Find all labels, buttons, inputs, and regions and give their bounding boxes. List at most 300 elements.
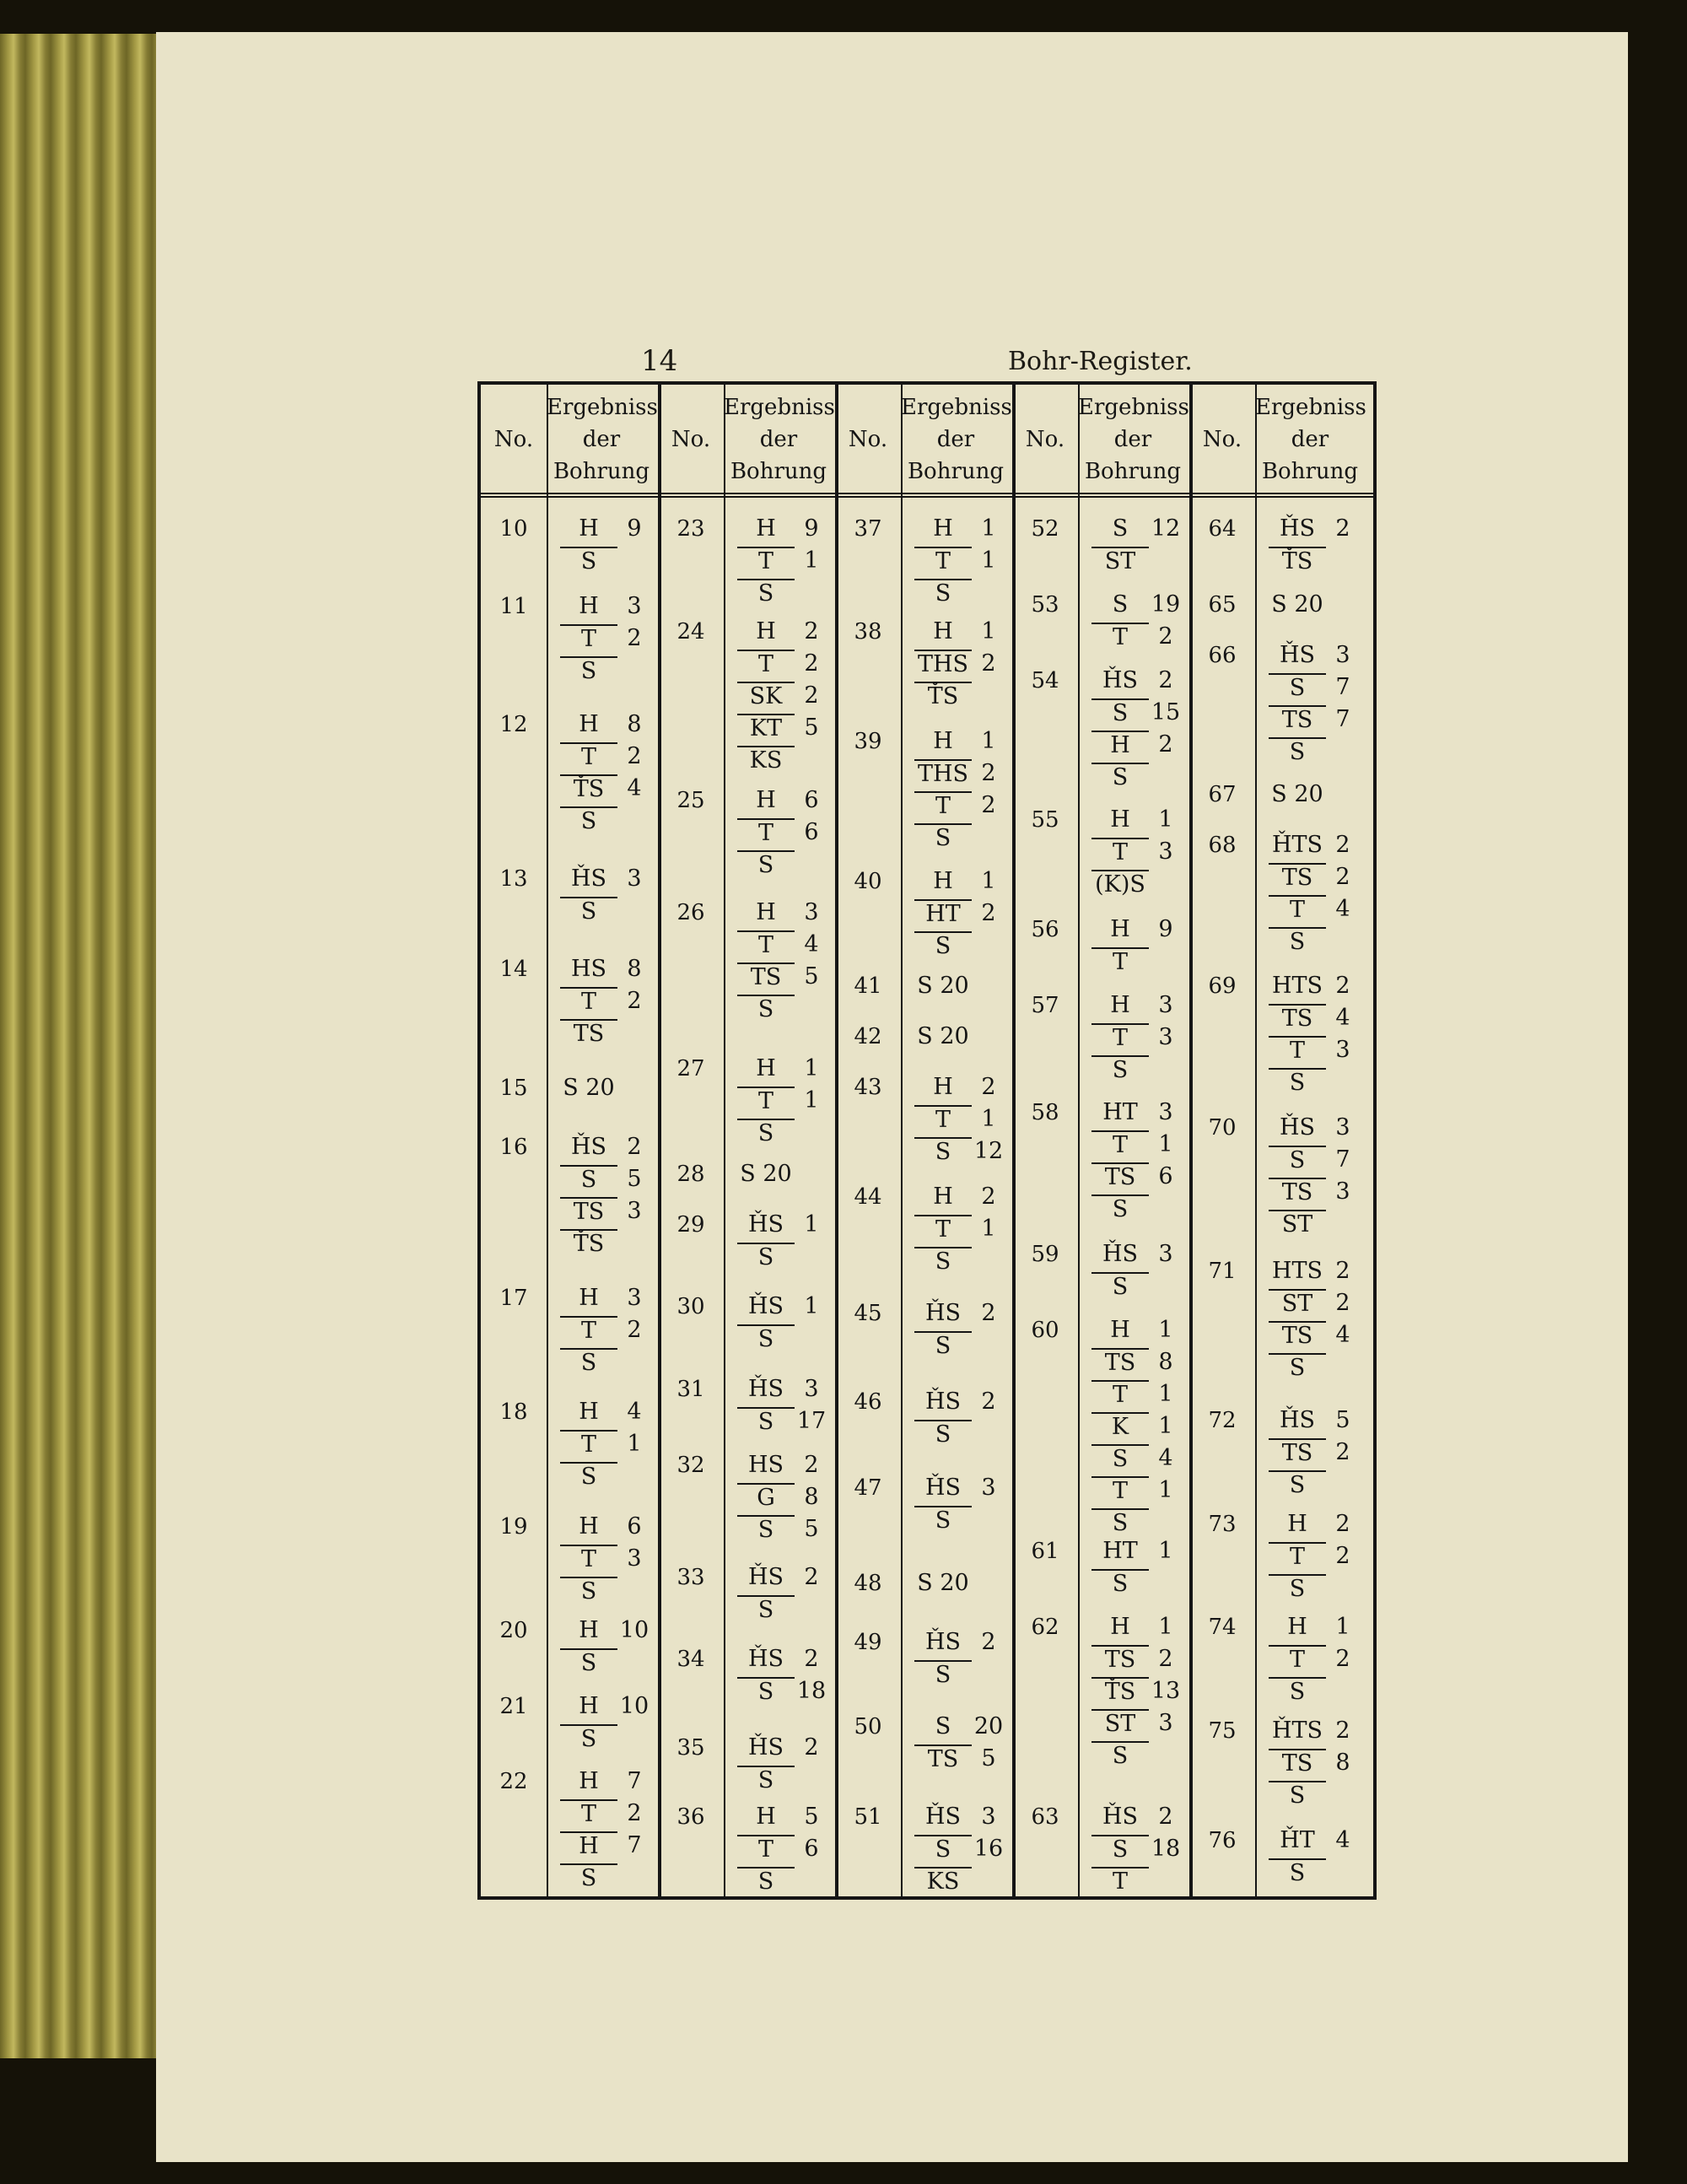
result-layer: [547, 1575, 656, 1607]
boring-number: 64: [1208, 516, 1237, 542]
layer-symbol: HTS: [1271, 1258, 1323, 1284]
layer-symbol: S: [1269, 1068, 1326, 1097]
boring-result: [901, 970, 1011, 1002]
layer-count: 2: [627, 1134, 642, 1160]
layer-symbol: ȞS: [747, 1293, 784, 1319]
result-layer: [1078, 804, 1188, 836]
layer-count: 1: [981, 1216, 996, 1242]
boring-number: 12: [499, 712, 528, 737]
result-layer: [1255, 704, 1365, 736]
layer-symbol: TS: [737, 963, 795, 991]
boring-number: 25: [676, 788, 705, 813]
layer-count: 8: [627, 956, 642, 982]
result-layer: [1255, 1034, 1365, 1066]
result-layer: [1078, 1643, 1188, 1675]
result-layer: [1255, 1287, 1365, 1319]
boring-number: 60: [1031, 1318, 1059, 1343]
boring-result: [1078, 1611, 1188, 1771]
boring-number: 43: [854, 1075, 882, 1100]
boring-result: [901, 1021, 1011, 1053]
boring-number: 17: [499, 1286, 528, 1311]
layer-count: 6: [627, 1513, 642, 1540]
layer-symbol: ȞS: [1279, 642, 1316, 668]
result-layer: [1255, 671, 1365, 704]
layer-count: 12: [973, 1138, 1004, 1164]
layer-symbol: TS: [1269, 705, 1326, 734]
layer-count: 1: [981, 728, 996, 754]
layer-symbol: H: [1110, 916, 1130, 942]
boring-number: 68: [1208, 833, 1237, 858]
result-layer: [901, 790, 1011, 822]
layer-count: 7: [627, 1768, 642, 1794]
boring-result: [1255, 1825, 1365, 1889]
result-layer: [1078, 589, 1188, 621]
layer-symbol: H: [579, 593, 599, 619]
header-result: [547, 391, 656, 488]
boring-number: 34: [676, 1647, 705, 1672]
layer-count: 5: [627, 1166, 642, 1192]
layer-count: 10: [619, 1617, 649, 1643]
result-layer: [1255, 1066, 1365, 1098]
boring-number: 15: [499, 1076, 528, 1101]
layer-symbol: H: [579, 515, 599, 542]
header-result: [724, 391, 833, 488]
boring-result: [724, 1373, 833, 1437]
result-layer: [547, 1428, 656, 1460]
header-no: No.: [671, 427, 711, 452]
result-layer: [901, 1626, 1011, 1658]
boring-number: 30: [676, 1294, 705, 1319]
boring-result: [724, 785, 833, 881]
layer-symbol: KS: [914, 1867, 972, 1895]
layer-count: 2: [981, 1300, 996, 1326]
layer-symbol: S: [737, 1515, 795, 1544]
layer-count: 1: [1158, 1381, 1173, 1407]
layer-symbol: T: [737, 650, 795, 678]
result-layer: [1255, 1351, 1365, 1383]
layer-count: 4: [1335, 1827, 1350, 1853]
result-layer: [1255, 925, 1365, 957]
result-layer: [1255, 970, 1365, 1002]
layer-count: 2: [981, 1629, 996, 1655]
layer-count: 2: [804, 650, 819, 677]
result-layer: [901, 577, 1011, 609]
layer-symbol: T: [1091, 1023, 1149, 1052]
result-layer: [901, 1071, 1011, 1103]
boring-result: [1255, 589, 1365, 621]
result-layer: [1255, 545, 1365, 577]
result-layer: [547, 590, 656, 623]
layer-symbol: S: [1269, 927, 1326, 956]
layer-symbol: S: [560, 1648, 617, 1677]
result-layer: [1078, 1378, 1188, 1410]
layer-count: 17: [796, 1408, 827, 1434]
boring-result: [547, 1691, 656, 1755]
result-layer: [547, 895, 656, 927]
boring-number: 32: [676, 1453, 705, 1478]
layer-symbol: ŤS: [560, 774, 617, 803]
layer-symbol: H: [1110, 1614, 1130, 1640]
boring-number: 19: [499, 1514, 528, 1540]
layer-symbol: ȞS: [924, 1629, 962, 1655]
result-layer: [901, 1801, 1011, 1833]
boring-result: [724, 616, 833, 776]
header-result-line: der: [1113, 427, 1152, 452]
result-layer: [724, 849, 833, 881]
layer-symbol: S 20: [740, 1161, 792, 1187]
layer-count: 4: [1335, 896, 1350, 922]
layer-symbol: ȞS: [924, 1804, 962, 1830]
layer-symbol: T: [737, 1087, 795, 1115]
layer-count: 2: [1335, 1511, 1350, 1537]
result-layer: [547, 1862, 656, 1894]
boring-result: [547, 1396, 656, 1492]
result-layer: [724, 1561, 833, 1594]
layer-count: 2: [1158, 1804, 1173, 1830]
layer-count: 3: [1158, 1024, 1173, 1050]
boring-result: [1255, 1405, 1365, 1501]
layer-symbol: T: [560, 1545, 617, 1573]
layer-symbol: ST: [1269, 1210, 1326, 1238]
result-layer: [547, 953, 656, 985]
result-layer: [547, 1227, 656, 1259]
result-layer: [901, 1658, 1011, 1691]
result-layer: [1078, 914, 1188, 946]
layer-symbol: S: [737, 1119, 795, 1147]
layer-symbol: S: [914, 823, 972, 852]
result-layer: [724, 1449, 833, 1481]
header-result-line: der: [759, 427, 798, 452]
boring-result: [1255, 779, 1365, 811]
result-layer: [1255, 639, 1365, 671]
layer-symbol: H: [579, 1285, 599, 1311]
boring-result: [724, 1561, 833, 1626]
layer-count: 2: [1335, 1646, 1350, 1672]
result-layer: [724, 1158, 833, 1190]
result-layer: [1255, 1208, 1365, 1240]
layer-symbol: ȞS: [747, 1564, 784, 1590]
result-layer: [1078, 868, 1188, 900]
result-layer: [1078, 1475, 1188, 1507]
boring-number: 51: [854, 1804, 882, 1830]
boring-number: 56: [1031, 917, 1059, 942]
layer-count: 3: [1335, 1114, 1350, 1141]
boring-number: 66: [1208, 643, 1237, 668]
result-layer: [724, 1764, 833, 1796]
result-layer: [547, 513, 656, 545]
boring-number: 39: [854, 729, 882, 754]
layer-symbol: S: [1091, 1055, 1149, 1084]
layer-count: 9: [1158, 916, 1173, 942]
layer-count: 1: [1158, 1131, 1173, 1157]
layer-count: 6: [804, 819, 819, 845]
result-layer: [901, 680, 1011, 712]
layer-count: 2: [1158, 623, 1173, 650]
layer-symbol: T: [914, 1215, 972, 1243]
layer-count: 16: [973, 1836, 1004, 1862]
layer-symbol: T: [560, 742, 617, 771]
layer-symbol: TS: [1269, 1004, 1326, 1033]
result-layer: [724, 1513, 833, 1545]
layer-symbol: T: [737, 547, 795, 575]
result-layer: [1255, 1825, 1365, 1857]
layer-count: 3: [981, 1804, 996, 1830]
layer-symbol: T: [1091, 1476, 1149, 1505]
layer-symbol: K: [1091, 1412, 1149, 1441]
layer-symbol: S: [914, 1660, 972, 1689]
bohr-register-table: [477, 381, 1377, 1900]
layer-symbol: HT: [1102, 1099, 1138, 1125]
boring-result: [1078, 589, 1188, 653]
result-layer: [547, 1131, 656, 1163]
result-layer: [1255, 829, 1365, 861]
layer-symbol: ŤS: [1091, 1677, 1149, 1706]
result-layer: [901, 1504, 1011, 1536]
boring-number: 58: [1031, 1100, 1059, 1125]
boring-number: 31: [676, 1377, 705, 1402]
boring-result: [1255, 1715, 1365, 1811]
layer-symbol: S 20: [917, 973, 969, 999]
result-layer: [1078, 1611, 1188, 1643]
layer-symbol: SK: [737, 682, 795, 710]
layer-symbol: T: [1091, 623, 1149, 651]
layer-count: 2: [1158, 667, 1173, 693]
boring-result: [724, 1643, 833, 1707]
result-layer: [1078, 990, 1188, 1022]
layer-symbol: TS: [1269, 1749, 1326, 1777]
layer-count: 1: [804, 1087, 819, 1114]
layer-count: 3: [1158, 1241, 1173, 1267]
boring-result: [1255, 1508, 1365, 1604]
boring-number: 36: [676, 1804, 705, 1830]
layer-symbol: H: [933, 868, 953, 894]
layer-symbol: S: [560, 1863, 617, 1892]
layer-symbol: T: [1269, 1036, 1326, 1065]
column-rule: [835, 385, 838, 1896]
boring-result: [901, 616, 1011, 712]
layer-symbol: S: [1269, 1574, 1326, 1603]
layer-symbol: S: [560, 1577, 617, 1605]
layer-symbol: T: [1091, 1380, 1149, 1409]
layer-symbol: T: [1269, 1542, 1326, 1571]
result-layer: [724, 680, 833, 712]
boring-number: 26: [676, 900, 705, 925]
boring-result: [1078, 804, 1188, 900]
layer-count: 2: [1335, 1290, 1350, 1316]
layer-symbol: TS: [1269, 1321, 1326, 1350]
layer-count: 3: [627, 1198, 642, 1224]
result-layer: [547, 773, 656, 805]
boring-result: [901, 1071, 1011, 1167]
result-layer: [1255, 1611, 1365, 1643]
boring-result: [547, 1615, 656, 1679]
result-layer: [901, 930, 1011, 962]
result-layer: [1078, 1314, 1188, 1346]
header-result: [1255, 391, 1365, 488]
layer-symbol: ȞS: [1102, 667, 1139, 693]
result-layer: [1078, 1675, 1188, 1707]
layer-count: 8: [804, 1484, 819, 1510]
boring-result: [1255, 1255, 1365, 1383]
result-layer: [1078, 1739, 1188, 1771]
layer-symbol: ST: [1091, 547, 1149, 575]
layer-symbol: H: [933, 618, 953, 644]
layer-count: 2: [1335, 864, 1350, 890]
layer-symbol: ȞS: [1102, 1241, 1139, 1267]
layer-count: 1: [627, 1431, 642, 1457]
layer-symbol: ST: [1091, 1709, 1149, 1738]
result-layer: [1078, 1270, 1188, 1302]
boring-number: 46: [854, 1389, 882, 1415]
layer-symbol: S: [560, 1348, 617, 1377]
header-no: No.: [1025, 427, 1065, 452]
boring-result: [724, 1053, 833, 1149]
layer-symbol: ȞS: [924, 1300, 962, 1326]
layer-symbol: ȞS: [1279, 1407, 1316, 1433]
layer-symbol: H: [579, 1399, 599, 1425]
layer-count: 1: [804, 1211, 819, 1238]
result-layer: [547, 1766, 656, 1798]
result-layer: [547, 1017, 656, 1049]
layer-count: 7: [1335, 1146, 1350, 1173]
page-number: 14: [641, 344, 678, 378]
result-layer: [901, 1865, 1011, 1897]
boring-result: [1078, 665, 1188, 793]
result-layer: [901, 1567, 1011, 1599]
result-layer: [547, 709, 656, 741]
header-rule: [481, 493, 1373, 498]
result-layer: [1078, 1410, 1188, 1443]
boring-number: 69: [1208, 973, 1237, 999]
boring-number: 75: [1208, 1718, 1237, 1744]
header-result-line: Bohrung: [907, 459, 1005, 484]
boring-result: [901, 1567, 1011, 1599]
layer-symbol: H: [560, 1831, 617, 1860]
layer-count: 4: [1158, 1445, 1173, 1471]
layer-symbol: S: [737, 1766, 795, 1794]
layer-symbol: ȞS: [1279, 1114, 1316, 1141]
layer-symbol: S: [737, 1243, 795, 1271]
boring-number: 28: [676, 1162, 705, 1187]
layer-count: 7: [1335, 674, 1350, 700]
layer-count: 2: [1335, 973, 1350, 999]
layer-count: 2: [804, 682, 819, 709]
boring-result: [547, 1282, 656, 1378]
boring-number: 18: [499, 1399, 528, 1425]
boring-result: [547, 1511, 656, 1607]
header-result-line: der: [582, 427, 621, 452]
layer-symbol: S 20: [1271, 591, 1323, 617]
result-layer: [901, 1135, 1011, 1167]
result-layer: [901, 1743, 1011, 1775]
layer-count: 3: [1158, 992, 1173, 1018]
result-layer: [547, 1798, 656, 1830]
layer-symbol: HT: [1102, 1538, 1138, 1564]
result-layer: [724, 1323, 833, 1355]
layer-symbol: H: [579, 1617, 599, 1643]
boring-result: [1255, 639, 1365, 768]
result-layer: [901, 1245, 1011, 1277]
boring-result: [724, 1209, 833, 1273]
result-layer: [1078, 1193, 1188, 1225]
layer-symbol: S 20: [1271, 781, 1323, 807]
result-layer: [547, 1195, 656, 1227]
layer-count: 19: [1151, 591, 1181, 617]
layer-count: 6: [804, 787, 819, 813]
boring-result: [724, 897, 833, 1025]
layer-symbol: S: [560, 656, 617, 685]
boring-number: 52: [1031, 516, 1059, 542]
layer-symbol: H: [1091, 731, 1149, 759]
boring-result: [901, 513, 1011, 609]
result-layer: [901, 1297, 1011, 1329]
result-layer: [1255, 1176, 1365, 1208]
result-layer: [1255, 1002, 1365, 1034]
layer-symbol: S: [737, 1867, 795, 1895]
layer-count: 5: [981, 1745, 996, 1771]
boring-result: [1078, 1535, 1188, 1599]
layer-count: 10: [619, 1693, 649, 1719]
layer-count: 2: [981, 650, 996, 677]
result-layer: [901, 725, 1011, 758]
layer-symbol: S: [1091, 1444, 1149, 1473]
result-layer: [724, 1732, 833, 1764]
result-layer: [724, 1117, 833, 1149]
boring-result: [724, 513, 833, 609]
layer-count: 5: [804, 1804, 819, 1830]
result-layer: [547, 1615, 656, 1647]
layer-count: 1: [1158, 806, 1173, 833]
boring-result: [547, 953, 656, 1049]
result-layer: [724, 577, 833, 609]
layer-symbol: KS: [737, 746, 795, 774]
boring-number: 23: [676, 516, 705, 542]
result-layer: [547, 1163, 656, 1195]
layer-symbol: H: [933, 515, 953, 542]
result-layer: [724, 1405, 833, 1437]
result-layer: [901, 1833, 1011, 1865]
boring-number: 40: [854, 869, 882, 894]
result-layer: [724, 648, 833, 680]
boring-result: [724, 1801, 833, 1897]
layer-symbol: H: [1110, 806, 1130, 833]
layer-count: 2: [1335, 832, 1350, 858]
result-layer: [724, 1291, 833, 1323]
result-layer: [1255, 1572, 1365, 1604]
layer-count: 2: [804, 1452, 819, 1478]
layer-symbol: T: [560, 1430, 617, 1459]
layer-symbol: S: [737, 579, 795, 607]
header-no: No.: [1202, 427, 1242, 452]
result-layer: [547, 1460, 656, 1492]
boring-number: 16: [499, 1135, 528, 1160]
layer-symbol: S: [737, 1324, 795, 1353]
result-layer: [901, 1386, 1011, 1418]
layer-count: 5: [804, 1516, 819, 1542]
layer-count: 1: [804, 1055, 819, 1081]
layer-symbol: H: [756, 899, 776, 925]
result-layer: [901, 1472, 1011, 1504]
boring-number: 65: [1208, 592, 1237, 617]
layer-symbol: S: [1091, 1194, 1149, 1223]
header-result-line: Bohrung: [552, 459, 650, 484]
boring-number: 71: [1208, 1259, 1237, 1284]
boring-result: [901, 1711, 1011, 1775]
boring-number: 44: [854, 1184, 882, 1210]
boring-result: [547, 709, 656, 837]
layer-symbol: ȞS: [1102, 1804, 1139, 1830]
boring-number: 49: [854, 1630, 882, 1655]
